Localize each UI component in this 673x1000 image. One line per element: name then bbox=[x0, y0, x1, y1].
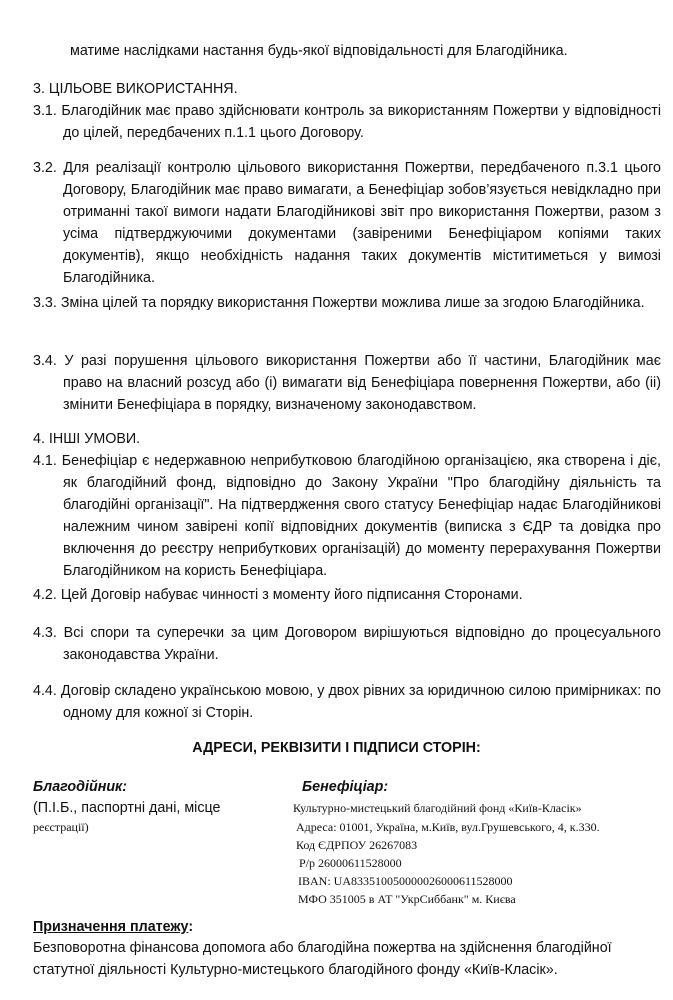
payment-purpose-label bbox=[33, 916, 193, 938]
addresses-title: АДРЕСИ, РЕКВІЗИТИ І ПІДПИСИ СТОРІН: bbox=[192, 740, 481, 756]
beneficiary-mfo: МФО 351005 в АТ "УкрСиббанк" м. Києва bbox=[298, 892, 516, 906]
beneficiary-iban: IBAN: UA833510050000026000611528000 bbox=[298, 874, 513, 888]
clause-3-3: 3.3. Зміна цілей та порядку використання Пожертви можлива лише за згодою Благодійника. bbox=[33, 295, 645, 311]
clause-3-1: 3.1. Благодійник має право здійснювати контроль за використанням Пожертви у відповідності до цілей, передбачених п.1.1 цього Договору. bbox=[33, 103, 661, 141]
clause-4-4: 4.4. Договір складено українською мовою, у двох рівних за юридичною силою примірниках: по одному для кожної зі Сторін. bbox=[33, 683, 661, 721]
continued-paragraph: матиме наслідками настання будь-якої відповідальності для Благодійника. bbox=[70, 43, 568, 59]
clause-4-2: 4.2. Цей Договір набуває чинності з моменту його підписання Сторонами. bbox=[33, 587, 523, 603]
beneficiary-address: Адреса: 01001, Україна, м.Київ, вул.Грушевського, 4, к.330. bbox=[296, 820, 600, 834]
donor-details-line-1: (П.І.Б., паспортні дані, місце bbox=[33, 800, 221, 816]
beneficiary-name: Культурно-мистецький благодійний фонд «Київ-Класік» bbox=[293, 801, 582, 815]
donor-details-line-2: реєстрації) bbox=[33, 820, 89, 834]
payment-purpose-text: Безповоротна фінансова допомога або благодійна пожертва на здійснення благодійної статутної діяльності Культурно-мистецького благодійного фонду «Київ-Класік». bbox=[33, 940, 612, 978]
beneficiary-edrpou: Код ЄДРПОУ 26267083 bbox=[296, 838, 418, 852]
clause-4-1: 4.1. Бенефіціар є недержавною неприбутковою благодійною організацією, яка створена і діє, як благодійний фонд, відповідно до Закону України "Про благодійну діяльність та благодійні організації". На підтвердження свого статусу Бенефіціар надає Благодійникові належним чином завірені копії відповідних документів (виписка з ЄДР та довідка про включення до реєстру неприбуткових організацій) до моменту перерахування Пожертви Благодійником на користь Бенефіціара. bbox=[33, 453, 661, 579]
donor-label: Благодійник: bbox=[33, 779, 128, 795]
beneficiary-label: Бенефіціар: bbox=[302, 779, 389, 795]
section-3-heading: 3. ЦІЛЬОВЕ ВИКОРИСТАННЯ. bbox=[33, 81, 238, 97]
clause-3-2: 3.2. Для реалізації контролю цільового використання Пожертви, передбаченого п.3.1 цього Договору, Благодійник має право вимагати, а Бенефіціар зобов’язується невідкладно при отриманні такої вимоги надати Благодійникові звіт про використання Пожертви, разом з усіма підтверджуючими документами (завіреними Бенефіціаром копіями таких документів), якщо необхідність надання таких документів міститиметься у вимозі Благодійника. bbox=[33, 160, 661, 286]
payment-purpose-label-text: Призначення платежу bbox=[33, 919, 189, 935]
section-4-heading: 4. ІНШІ УМОВИ. bbox=[33, 431, 141, 447]
beneficiary-account: Р/р 26000611528000 bbox=[299, 856, 402, 870]
clause-3-4: 3.4. У разі порушення цільового використання Пожертви або її частини, Благодійник має право на власний розсуд або (і) вимагати від Бенефіціара повернення Пожертви, або (іі) змінити Бенефіціара в порядку, визначеному законодавством. bbox=[33, 353, 661, 413]
payment-purpose-colon: : bbox=[188, 919, 194, 935]
clause-4-3: 4.3. Всі спори та суперечки за цим Договором вирішуються відповідно до процесуального законодавства України. bbox=[33, 625, 661, 663]
